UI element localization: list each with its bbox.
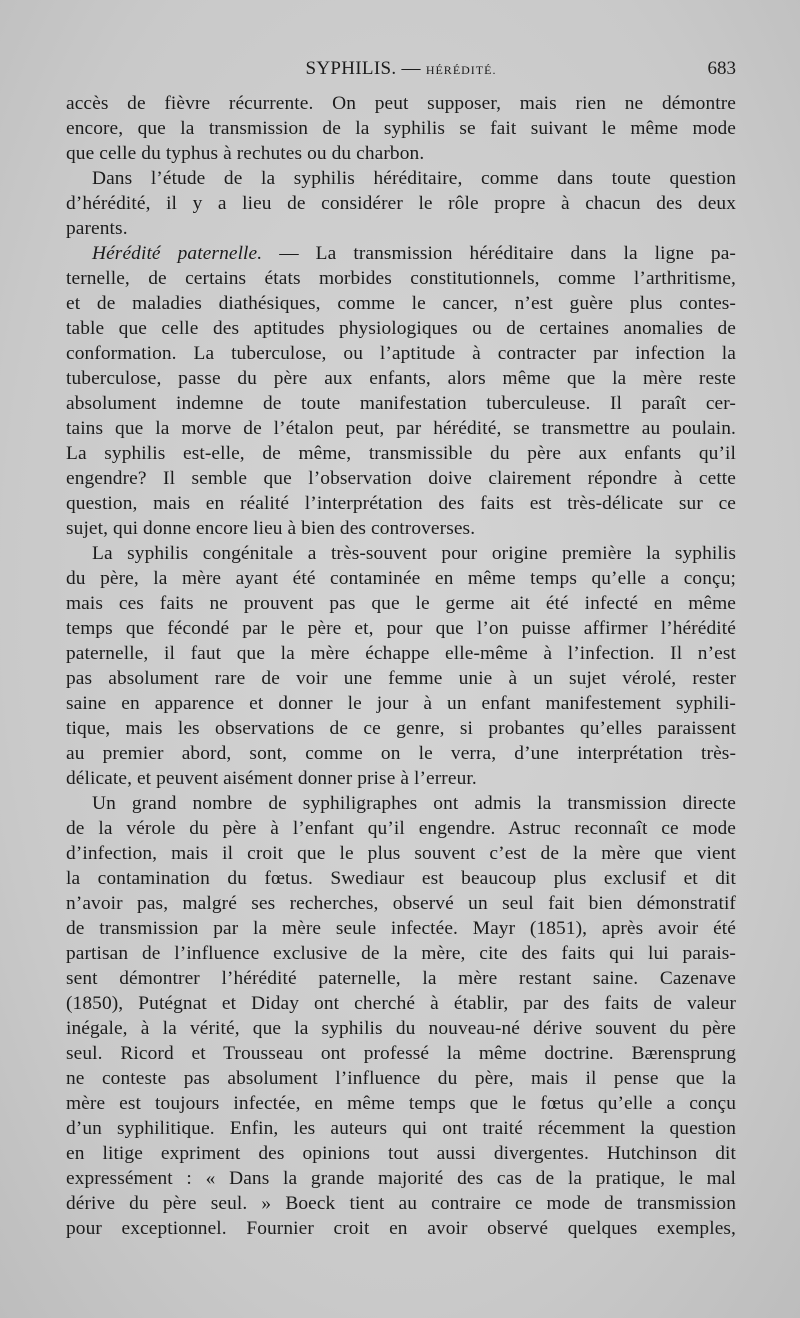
line-text: — La transmission héréditaire dans la ligne pa- — [262, 243, 736, 264]
header-dash: — — [401, 58, 421, 79]
line-text: seul. Ricord et Trousseau ont professé la même doctrine. Bærensprung — [66, 1043, 736, 1064]
text-line — [66, 516, 736, 541]
line-text: de la vérole du père à l’enfant qu’il engendre. Astruc reconnaît ce mode — [66, 818, 736, 839]
line-text: mère est toujours infectée, en même temps que le fœtus qu’elle a conçu — [66, 1093, 736, 1114]
text-line — [66, 316, 736, 341]
text-line — [66, 716, 736, 741]
line-text: La syphilis congénitale a très-souvent pour origine première la syphilis — [92, 543, 736, 564]
text-line — [66, 291, 736, 316]
text-line — [66, 341, 736, 366]
line-text: expressément : « Dans la grande majorité des cas de la pratique, le mal — [66, 1168, 736, 1189]
text-line — [66, 766, 736, 791]
text-line — [66, 841, 736, 866]
line-text: mais ces faits ne prouvent pas que le germe ait été infecté en même — [66, 593, 736, 614]
line-text: tique, mais les observations de ce genre, si probantes qu’elles paraissent — [66, 718, 736, 739]
text-line — [66, 866, 736, 891]
line-text: conformation. La tuberculose, ou l’aptitude à contracter par infection la — [66, 343, 736, 364]
line-text: n’avoir pas, malgré ses recherches, observé un seul fait bien démonstratif — [66, 893, 736, 914]
line-text: la contamination du fœtus. Swediaur est beaucoup plus exclusif et dit — [66, 868, 736, 889]
text-line — [66, 616, 736, 641]
line-text: tains que la morve de l’étalon peut, par hérédité, se transmettre au poulain. — [66, 418, 736, 439]
text-line — [66, 991, 736, 1016]
line-text: encore, que la transmission de la syphilis se fait suivant le même mode — [66, 118, 736, 139]
line-text: absolument indemne de toute manifestation tuberculeuse. Il paraît cer- — [66, 393, 736, 414]
line-text: paternelle, il faut que la mère échappe elle-même à l’infection. Il n’est — [66, 643, 736, 664]
line-text: tuberculose, passe du père aux enfants, alors même que la mère reste — [66, 368, 736, 389]
text-line — [66, 966, 736, 991]
running-header — [66, 58, 736, 84]
header-title: SYPHILIS. — [305, 58, 397, 79]
text-line — [66, 916, 736, 941]
line-text: du père, la mère ayant été contaminée en même temps qu’elle a conçu; — [66, 568, 736, 589]
text-line — [66, 216, 736, 241]
line-text: d’infection, mais il croit que le plus souvent c’est de la mère que vient — [66, 843, 736, 864]
line-text: d’un syphilitique. Enfin, les auteurs qui ont traité récemment la question — [66, 1118, 736, 1139]
line-text: inégale, à la vérité, que la syphilis du nouveau-né dérive souvent du père — [66, 1018, 736, 1039]
line-text: pas absolument rare de voir une femme unie à un sujet vérolé, rester — [66, 668, 736, 689]
text-line — [66, 241, 736, 266]
line-text: pour exceptionnel. Fournier croit en avoir observé quelques exemples, — [66, 1218, 736, 1239]
text-line — [66, 1016, 736, 1041]
text-line — [66, 741, 736, 766]
line-text: ne conteste pas absolument l’influence du père, mais il pense que la — [66, 1068, 736, 1089]
line-text: accès de fièvre récurrente. On peut supposer, mais rien ne démontre — [66, 93, 736, 114]
text-line — [66, 1091, 736, 1116]
text-line — [66, 416, 736, 441]
line-text: au premier abord, sont, comme on le verra, d’une interprétation très- — [66, 743, 736, 764]
text-line — [66, 891, 736, 916]
text-line — [66, 441, 736, 466]
text-line — [66, 641, 736, 666]
text-line — [66, 491, 736, 516]
text-line — [66, 566, 736, 591]
text-line — [66, 591, 736, 616]
text-line — [66, 1066, 736, 1091]
text-line — [66, 1041, 736, 1066]
line-text: délicate, et peuvent aisément donner prise à l’erreur. — [66, 768, 477, 789]
page-number: 683 — [707, 58, 736, 79]
line-text: table que celle des aptitudes physiologiques ou de certaines anomalies de — [66, 318, 736, 339]
line-text: Dans l’étude de la syphilis héréditaire, comme dans toute question — [92, 168, 736, 189]
text-line — [66, 116, 736, 141]
line-text: La syphilis est-elle, de même, transmissible du père aux enfants qu’il — [66, 443, 736, 464]
line-text: engendre? Il semble que l’observation doive clairement répondre à cette — [66, 468, 736, 489]
text-line — [66, 666, 736, 691]
text-line — [66, 1116, 736, 1141]
text-line — [66, 1216, 736, 1241]
text-line — [66, 541, 736, 566]
line-text: en litige expriment des opinions tout aussi divergentes. Hutchinson dit — [66, 1143, 736, 1164]
line-text: sujet, qui donne encore lieu à bien des controverses. — [66, 518, 476, 539]
text-line — [66, 941, 736, 966]
line-text: question, mais en réalité l’interprétation des faits est très-délicate sur ce — [66, 493, 736, 514]
line-text: saine en apparence et donner le jour à un enfant manifestement syphili- — [66, 693, 736, 714]
line-text: de transmission par la mère seule infectée. Mayr (1851), après avoir été — [66, 918, 736, 939]
text-line — [66, 1191, 736, 1216]
text-line — [66, 816, 736, 841]
text-line — [66, 141, 736, 166]
text-line — [66, 1141, 736, 1166]
text-line — [66, 91, 736, 116]
text-line — [66, 791, 736, 816]
line-text: d’hérédité, il y a lieu de considérer le rôle propre à chacun des deux — [66, 193, 736, 214]
line-text: partisan de l’influence exclusive de la mère, cite des faits qui lui parais- — [66, 943, 736, 964]
line-text: dérive du père seul. » Boeck tient au contraire ce mode de transmission — [66, 1193, 736, 1214]
text-line — [66, 266, 736, 291]
header-section: HÉRÉDITÉ. — [425, 63, 497, 77]
italic-heading: Hérédité paternelle. — [92, 243, 263, 264]
text-line — [66, 466, 736, 491]
line-text: (1850), Putégnat et Diday ont cherché à établir, par des faits de valeur — [66, 993, 736, 1014]
text-line — [66, 691, 736, 716]
line-text: parents. — [66, 218, 128, 239]
line-text: Un grand nombre de syphiligraphes ont admis la transmission directe — [92, 793, 736, 814]
body-text — [66, 91, 736, 1241]
line-text: ternelle, de certains états morbides constitutionnels, comme l’arthritisme, — [66, 268, 736, 289]
running-title — [66, 58, 736, 80]
text-line — [66, 366, 736, 391]
line-text: et de maladies diathésiques, comme le cancer, n’est guère plus contes- — [66, 293, 736, 314]
line-text: que celle du typhus à rechutes ou du charbon. — [66, 143, 425, 164]
line-text: sent démontrer l’hérédité paternelle, la mère restant saine. Cazenave — [66, 968, 736, 989]
text-line — [66, 191, 736, 216]
line-text: temps que fécondé par le père et, pour que l’on puisse affirmer l’hérédité — [66, 618, 736, 639]
text-line — [66, 166, 736, 191]
text-line — [66, 1166, 736, 1191]
text-line — [66, 391, 736, 416]
